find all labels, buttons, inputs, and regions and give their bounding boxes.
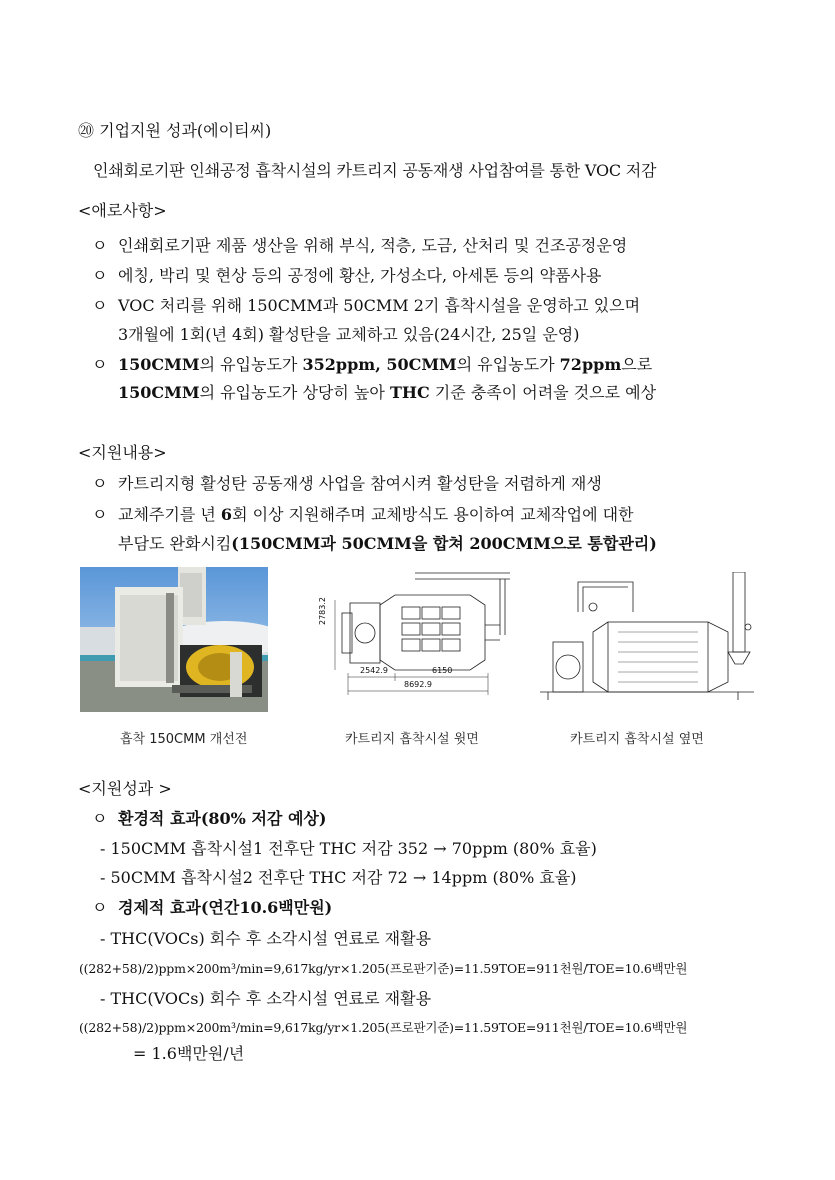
env-effect-title: 환경적 효과(80% 저감 예상) — [118, 809, 327, 828]
econ-effect-line-1: - THC(VOCs) 회수 후 소각시설 연료로 재활용 — [100, 929, 432, 948]
dim-label: 8692.9 — [404, 680, 432, 689]
econ-result: = 1.6백만원/년 — [133, 1044, 245, 1063]
facility-photo — [80, 567, 268, 712]
env-effect-line-1: - 150CMM 흡착시설1 전후단 THC 저감 352 → 70ppm (80% 효율) — [100, 839, 597, 858]
text-bold: 72ppm — [559, 355, 622, 374]
text-bold: 50CMM — [341, 534, 412, 553]
econ-formula-2: ((282+58)/2)ppm×200m³/min=9,617kg/yr×1.205(프로판기준)=11.59TOE=911천원/TOE=10.6백만원 — [79, 1020, 688, 1035]
text-bold: 352ppm, 50CMM — [302, 355, 457, 374]
text: 의 유입농도가 — [199, 355, 303, 374]
support-item-2 — [118, 502, 634, 525]
text: 으로 — [621, 355, 653, 374]
side-view-drawing — [538, 572, 756, 712]
dim-label: 2542.9 — [360, 666, 388, 675]
difficulty-item-4-cont — [118, 380, 656, 403]
difficulties-header: <애로사항> — [78, 201, 167, 220]
text: 기준 충족이 어려울 것으로 예상 — [429, 383, 657, 402]
support-item-2-cont — [118, 531, 657, 554]
figure-caption-3: 카트리지 흡착시설 옆면 — [570, 732, 704, 747]
text-bold: (150CMM — [231, 534, 321, 553]
figure-caption-2: 카트리지 흡착시설 윗면 — [345, 732, 479, 747]
bullet-icon: ㅇ — [92, 898, 108, 917]
text-bold: 150CMM — [118, 383, 200, 402]
text-bold: 150CMM — [118, 355, 200, 374]
text-bold: 으로 통합관리) — [550, 534, 657, 553]
section-number: ⑳ — [78, 121, 95, 140]
difficulty-item-4 — [118, 352, 652, 375]
difficulty-item-2: 에칭, 박리 및 현상 등의 공정에 황산, 가성소다, 아세톤 등의 약품사용 — [118, 266, 602, 285]
section-title — [78, 118, 271, 141]
text-bold: THC — [389, 383, 430, 402]
econ-formula-1: ((282+58)/2)ppm×200m³/min=9,617kg/yr×1.205(프로판기준)=11.59TOE=911천원/TOE=10.6백만원 — [79, 961, 688, 976]
text: 부담도 완화시킴 — [118, 534, 232, 553]
bullet-icon: ㅇ — [92, 266, 108, 285]
econ-effect-line-2: - THC(VOCs) 회수 후 소각시설 연료로 재활용 — [100, 989, 432, 1008]
section-subtitle: 인쇄회로기판 인쇄공정 흡착시설의 카트리지 공동재생 사업참여를 통한 VOC 저감 — [93, 161, 657, 180]
bullet-icon: ㅇ — [92, 296, 108, 315]
dim-label: 2783.2 — [318, 597, 327, 625]
support-item-1: 카트리지형 활성탄 공동재생 사업을 참여시켜 활성탄을 저렴하게 재생 — [118, 474, 602, 493]
econ-effect-title: 경제적 효과(연간10.6백만원) — [118, 898, 333, 917]
bullet-icon: ㅇ — [92, 505, 108, 524]
text-bold: 과 — [320, 534, 342, 553]
support-header: <지원내용> — [78, 443, 167, 462]
bullet-icon: ㅇ — [92, 474, 108, 493]
text: 의 유입농도가 — [456, 355, 560, 374]
difficulty-item-1: 인쇄회로기판 제품 생산을 위해 부식, 적층, 도금, 산처리 및 건조공정운영 — [118, 236, 628, 255]
text: 의 유입농도가 상당히 높아 — [199, 383, 390, 402]
difficulty-item-3-cont: 3개월에 1회(년 4회) 활성탄을 교체하고 있음(24시간, 25일 운영) — [118, 325, 580, 344]
bullet-icon: ㅇ — [92, 809, 108, 828]
text-bold: 200CMM — [469, 534, 551, 553]
text: 교체주기를 년 — [118, 505, 221, 524]
text-bold: 6 — [220, 505, 233, 524]
bullet-icon: ㅇ — [92, 355, 108, 374]
dim-label: 6150 — [432, 666, 453, 675]
figure-caption-1: 흡착 150CMM 개선전 — [120, 732, 248, 747]
difficulty-item-3: VOC 처리를 위해 150CMM과 50CMM 2기 흡착시설을 운영하고 있으며 — [118, 296, 641, 315]
results-header: <지원성과 > — [78, 779, 172, 798]
top-view-drawing — [320, 565, 510, 713]
bullet-icon: ㅇ — [92, 236, 108, 255]
text-bold: 을 합쳐 — [411, 534, 470, 553]
section-title-text: 기업지원 성과(에이티씨) — [99, 121, 272, 140]
env-effect-line-2: - 50CMM 흡착시설2 전후단 THC 저감 72 → 14ppm (80% 효율) — [100, 868, 577, 887]
text: 회 이상 지원해주며 교체방식도 용이하여 교체작업에 대한 — [232, 505, 634, 524]
